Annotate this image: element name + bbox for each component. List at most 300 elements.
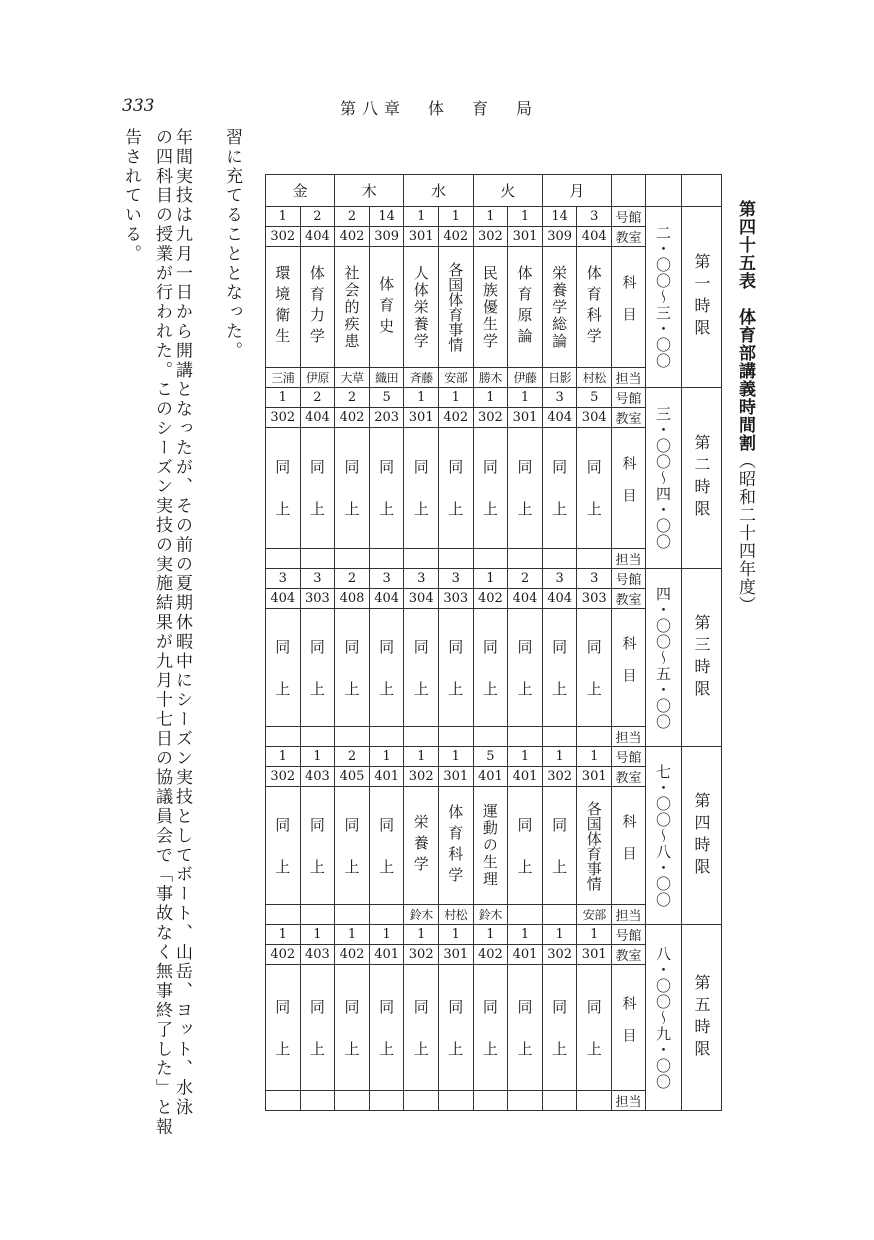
period-time (646, 569, 682, 747)
room-cell: 404 (266, 589, 301, 609)
teacher-cell (577, 1091, 612, 1111)
building-cell: 1 (542, 925, 577, 945)
same-char: 上 (517, 1039, 533, 1058)
period-name (682, 207, 722, 388)
same-char: 上 (552, 1039, 568, 1058)
period-time-text: 七・〇〇〜八・〇〇 (654, 763, 673, 908)
same-char: 上 (448, 500, 464, 518)
same-char: 同 (309, 637, 325, 656)
teacher-cell (266, 727, 301, 747)
building-cell: 1 (508, 925, 543, 945)
label-room: 教室 (612, 408, 646, 428)
subject-cell (439, 428, 474, 549)
room-cell: 402 (439, 408, 474, 428)
period-time (646, 388, 682, 569)
same-char: 上 (413, 1039, 429, 1058)
building-cell: 3 (266, 569, 301, 589)
same-as-above (370, 633, 404, 703)
same-char: 同 (517, 997, 533, 1016)
room-cell: 403 (300, 767, 335, 787)
room-cell: 301 (404, 408, 439, 428)
room-cell: 301 (577, 767, 612, 787)
same-char: 同 (344, 815, 360, 834)
building-cell: 1 (266, 747, 301, 767)
period-name (682, 925, 722, 1111)
building-cell: 3 (404, 569, 439, 589)
same-char: 上 (448, 1039, 464, 1058)
same-char: 上 (275, 1039, 291, 1058)
room-cell: 402 (473, 589, 508, 609)
building-cell: 1 (369, 925, 404, 945)
building-cell: 1 (439, 207, 474, 227)
room-cell: 309 (369, 227, 404, 247)
blank-header-cell (682, 175, 722, 207)
same-as-above (543, 633, 577, 703)
room-cell: 301 (439, 767, 474, 787)
teacher-cell (369, 905, 404, 925)
room-cell: 302 (542, 945, 577, 965)
same-char: 同 (413, 637, 429, 656)
building-cell: 1 (335, 925, 370, 945)
subject-cell (577, 247, 612, 368)
same-char: 同 (482, 637, 498, 656)
same-as-above (577, 453, 611, 523)
same-char: 同 (552, 815, 568, 834)
building-cell: 14 (542, 207, 577, 227)
teacher-cell (335, 727, 370, 747)
same-as-above (335, 811, 369, 881)
same-char: 同 (379, 815, 395, 834)
header-char: 育 (472, 99, 495, 118)
label-room: 教室 (612, 945, 646, 965)
same-as-above (543, 993, 577, 1063)
period-time-text: 八・〇〇〜九・〇〇 (654, 945, 673, 1090)
subject-name: 体育原論 (515, 265, 534, 349)
room-cell: 303 (439, 589, 474, 609)
day-header: 火 (473, 175, 542, 207)
subject-cell (369, 787, 404, 905)
same-char: 同 (309, 815, 325, 834)
blank-header-cell (612, 175, 646, 207)
label-building: 号館 (612, 207, 646, 227)
same-as-above (266, 633, 300, 703)
subject-cell (473, 609, 508, 727)
teacher-cell (266, 549, 301, 569)
page-number: 333 (122, 96, 155, 116)
subject-cell (577, 609, 612, 727)
day-header: 木 (335, 175, 404, 207)
same-char: 同 (344, 637, 360, 656)
label-teacher: 担当 (612, 727, 646, 747)
same-char: 上 (413, 500, 429, 518)
building-cell: 1 (404, 207, 439, 227)
teacher-cell (335, 905, 370, 925)
same-char: 同 (448, 458, 464, 476)
teacher-cell (542, 549, 577, 569)
subject-cell (369, 965, 404, 1091)
teacher-cell: 安部 (439, 368, 474, 388)
subject-cell (404, 787, 439, 905)
room-cell: 309 (542, 227, 577, 247)
label-subject-text: 科目 (620, 813, 637, 878)
period-name-text: 第二時限 (692, 434, 712, 522)
same-char: 上 (344, 679, 360, 698)
same-as-above (404, 633, 438, 703)
building-cell: 1 (266, 207, 301, 227)
subject-cell (300, 247, 335, 368)
label-subject-text: 科目 (620, 635, 637, 700)
teacher-cell: 鈴木 (404, 905, 439, 925)
same-char: 同 (379, 458, 395, 476)
room-cell: 302 (542, 767, 577, 787)
teacher-cell: 安部 (577, 905, 612, 925)
same-as-above (301, 811, 335, 881)
building-cell: 5 (473, 747, 508, 767)
room-cell: 401 (369, 945, 404, 965)
building-cell: 1 (404, 747, 439, 767)
teacher-cell (473, 727, 508, 747)
building-cell: 3 (577, 569, 612, 589)
building-cell: 5 (577, 388, 612, 408)
same-char: 上 (344, 857, 360, 876)
day-header: 水 (404, 175, 473, 207)
label-room: 教室 (612, 767, 646, 787)
same-char: 上 (517, 500, 533, 518)
label-subject (612, 787, 646, 905)
same-char: 同 (552, 458, 568, 476)
room-cell: 401 (508, 945, 543, 965)
same-as-above (370, 811, 404, 881)
subject-cell (404, 428, 439, 549)
room-cell: 405 (335, 767, 370, 787)
subject-cell (369, 247, 404, 368)
teacher-cell (473, 1091, 508, 1111)
period-name (682, 747, 722, 925)
room-cell: 402 (473, 945, 508, 965)
room-cell: 301 (439, 945, 474, 965)
subject-cell (335, 609, 370, 727)
same-as-above (474, 633, 508, 703)
subject-cell (300, 609, 335, 727)
same-char: 上 (586, 679, 602, 698)
same-char: 上 (309, 857, 325, 876)
paragraph-1: 習に充てることとなった。 (222, 128, 242, 361)
day-header: 金 (266, 175, 335, 207)
subject-cell (266, 247, 301, 368)
same-char: 上 (275, 679, 291, 698)
same-char: 上 (482, 1039, 498, 1058)
building-cell: 1 (439, 747, 474, 767)
building-cell: 1 (542, 747, 577, 767)
same-char: 同 (517, 458, 533, 476)
teacher-cell (335, 1091, 370, 1111)
room-cell: 402 (335, 408, 370, 428)
teacher-cell (300, 549, 335, 569)
room-cell: 301 (404, 227, 439, 247)
room-cell: 403 (300, 945, 335, 965)
same-char: 上 (309, 500, 325, 518)
building-cell: 2 (300, 207, 335, 227)
building-cell: 2 (300, 388, 335, 408)
subject-name: 各国体育事情 (446, 262, 465, 352)
teacher-cell (300, 905, 335, 925)
subject-cell (439, 787, 474, 905)
table-title-main: 第四十五表 体育部講義時間割 (735, 200, 755, 452)
running-header (340, 96, 560, 119)
same-char: 上 (309, 679, 325, 698)
same-char: 上 (344, 500, 360, 518)
room-cell: 404 (542, 408, 577, 428)
building-cell: 3 (542, 569, 577, 589)
same-as-above (335, 633, 369, 703)
teacher-cell (369, 549, 404, 569)
building-cell: 2 (335, 207, 370, 227)
subject-cell (577, 428, 612, 549)
same-as-above (577, 993, 611, 1063)
same-char: 上 (275, 857, 291, 876)
same-as-above (474, 993, 508, 1063)
building-cell: 1 (439, 388, 474, 408)
label-teacher: 担当 (612, 549, 646, 569)
room-cell: 404 (300, 408, 335, 428)
teacher-cell (542, 1091, 577, 1111)
period-name-text: 第一時限 (692, 253, 712, 341)
subject-cell (508, 787, 543, 905)
same-char: 同 (482, 458, 498, 476)
same-char: 上 (275, 500, 291, 518)
label-room: 教室 (612, 227, 646, 247)
same-char: 上 (586, 1039, 602, 1058)
room-cell: 302 (266, 227, 301, 247)
same-char: 上 (482, 679, 498, 698)
room-cell: 301 (508, 408, 543, 428)
building-row (266, 747, 722, 767)
room-cell: 203 (369, 408, 404, 428)
teacher-cell: 伊藤 (508, 368, 543, 388)
subject-cell (473, 428, 508, 549)
same-char: 同 (517, 637, 533, 656)
teacher-cell (404, 727, 439, 747)
same-char: 同 (275, 997, 291, 1016)
period-name-text: 第五時限 (692, 973, 712, 1062)
same-char: 上 (379, 679, 395, 698)
subject-cell (300, 965, 335, 1091)
room-cell: 302 (266, 767, 301, 787)
same-char: 上 (448, 679, 464, 698)
subject-cell (300, 787, 335, 905)
label-building: 号館 (612, 747, 646, 767)
label-teacher: 担当 (612, 1091, 646, 1111)
period-time-text: 三・〇〇〜四・〇〇 (654, 406, 673, 550)
teacher-cell: 伊原 (300, 368, 335, 388)
label-subject (612, 609, 646, 727)
period-name-text: 第三時限 (692, 613, 712, 702)
building-row (266, 207, 722, 227)
same-char: 同 (482, 997, 498, 1016)
building-cell: 14 (369, 207, 404, 227)
building-cell: 1 (473, 925, 508, 945)
subject-cell (266, 428, 301, 549)
room-cell: 302 (404, 767, 439, 787)
same-as-above (508, 633, 542, 703)
same-char: 上 (379, 500, 395, 518)
room-cell: 301 (577, 945, 612, 965)
room-cell: 408 (335, 589, 370, 609)
same-char: 上 (552, 679, 568, 698)
teacher-cell (404, 1091, 439, 1111)
subject-cell (542, 787, 577, 905)
same-char: 同 (344, 997, 360, 1016)
teacher-cell (369, 727, 404, 747)
same-as-above (404, 993, 438, 1063)
same-as-above (439, 633, 473, 703)
subject-name: 運動の生理 (480, 803, 499, 888)
same-as-above (266, 993, 300, 1063)
period-time (646, 747, 682, 925)
building-cell: 1 (473, 388, 508, 408)
label-teacher: 担当 (612, 905, 646, 925)
same-char: 同 (586, 997, 602, 1016)
room-cell: 404 (577, 227, 612, 247)
subject-cell (266, 965, 301, 1091)
subject-cell (439, 965, 474, 1091)
teacher-cell (473, 549, 508, 569)
building-cell: 1 (577, 925, 612, 945)
same-as-above (577, 633, 611, 703)
paragraph-line: の四科目の授業が行われた。このシーズン実技の実施結果が九月十七日の協議員会で「事故なく無事終了した」と報 (152, 128, 172, 1137)
subject-cell (266, 787, 301, 905)
building-cell: 1 (508, 747, 543, 767)
same-as-above (543, 453, 577, 523)
teacher-cell: 村松 (577, 368, 612, 388)
blank-header-cell (646, 175, 682, 207)
teacher-cell (577, 549, 612, 569)
period-name (682, 569, 722, 747)
teacher-cell: 大草 (335, 368, 370, 388)
subject-cell (335, 247, 370, 368)
same-as-above (370, 453, 404, 523)
paragraph-line: 告されている。 (121, 128, 141, 264)
same-char: 上 (552, 857, 568, 876)
same-as-above (543, 811, 577, 881)
room-cell: 302 (473, 408, 508, 428)
same-char: 上 (379, 1039, 395, 1058)
same-char: 上 (586, 500, 602, 518)
building-cell: 3 (542, 388, 577, 408)
same-as-above (266, 453, 300, 523)
subject-cell (369, 609, 404, 727)
teacher-cell: 斉藤 (404, 368, 439, 388)
building-cell: 1 (439, 925, 474, 945)
paragraph-line: 年間実技は九月一日から開講となったが、その前の夏期休暇中にシーズン実技としてボート、山岳、ヨット、水泳 (172, 128, 192, 1118)
subject-cell (508, 965, 543, 1091)
subject-name: 体育力学 (307, 265, 326, 349)
building-row (266, 388, 722, 408)
teacher-cell (335, 549, 370, 569)
same-as-above (508, 453, 542, 523)
subject-cell (439, 609, 474, 727)
room-cell: 301 (508, 227, 543, 247)
same-char: 上 (379, 857, 395, 876)
teacher-cell (300, 1091, 335, 1111)
building-cell: 3 (300, 569, 335, 589)
table-title-year: （昭和二十四年度） (735, 452, 755, 614)
subject-cell (508, 428, 543, 549)
building-cell: 1 (404, 388, 439, 408)
label-room: 教室 (612, 589, 646, 609)
same-as-above (439, 993, 473, 1063)
same-char: 上 (413, 679, 429, 698)
day-header: 月 (542, 175, 611, 207)
teacher-cell: 村松 (439, 905, 474, 925)
teacher-cell (266, 905, 301, 925)
subject-name: 体育史 (377, 275, 396, 339)
label-subject-text: 科目 (620, 456, 637, 520)
subject-cell (542, 965, 577, 1091)
same-as-above (335, 993, 369, 1063)
room-cell: 402 (439, 227, 474, 247)
same-char: 上 (482, 500, 498, 518)
teacher-cell (577, 727, 612, 747)
room-cell: 404 (300, 227, 335, 247)
room-cell: 302 (266, 408, 301, 428)
building-cell: 1 (300, 925, 335, 945)
same-char: 同 (448, 637, 464, 656)
room-cell: 303 (577, 589, 612, 609)
period-time-text: 四・〇〇〜五・〇〇 (654, 585, 673, 730)
subject-cell (473, 247, 508, 368)
building-cell: 2 (335, 569, 370, 589)
room-cell: 304 (577, 408, 612, 428)
period-name (682, 388, 722, 569)
label-subject (612, 965, 646, 1091)
building-cell: 1 (266, 388, 301, 408)
same-char: 上 (552, 500, 568, 518)
room-cell: 302 (473, 227, 508, 247)
teacher-cell (439, 549, 474, 569)
header-char: 局 (516, 99, 539, 118)
same-char: 上 (517, 679, 533, 698)
same-char: 同 (275, 458, 291, 476)
teacher-cell (266, 1091, 301, 1111)
subject-cell (577, 787, 612, 905)
subject-cell (508, 247, 543, 368)
same-as-above (335, 453, 369, 523)
teacher-cell (542, 905, 577, 925)
building-cell: 1 (404, 925, 439, 945)
same-char: 同 (413, 997, 429, 1016)
room-cell: 404 (369, 589, 404, 609)
room-cell: 401 (369, 767, 404, 787)
room-cell: 303 (300, 589, 335, 609)
same-char: 同 (309, 997, 325, 1016)
subject-cell (300, 428, 335, 549)
teacher-cell (439, 1091, 474, 1111)
subject-name: 体育科学 (584, 265, 603, 349)
room-cell: 402 (266, 945, 301, 965)
subject-cell (473, 787, 508, 905)
building-cell: 1 (369, 747, 404, 767)
subject-name: 各国体育事情 (584, 800, 603, 891)
subject-cell (508, 609, 543, 727)
subject-cell (404, 965, 439, 1091)
teacher-cell (542, 727, 577, 747)
label-subject (612, 428, 646, 549)
building-cell: 1 (577, 747, 612, 767)
room-cell: 404 (542, 589, 577, 609)
room-cell: 402 (335, 227, 370, 247)
subject-cell (542, 609, 577, 727)
